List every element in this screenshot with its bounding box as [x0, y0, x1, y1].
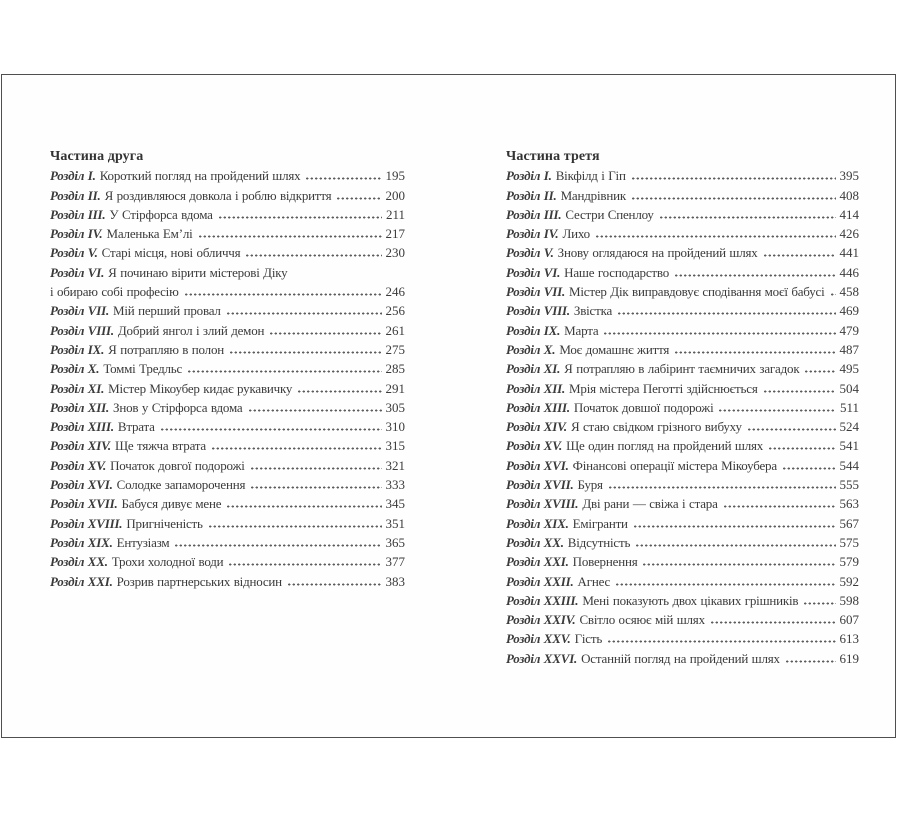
book-page: [1, 74, 896, 738]
chapter-title: У Стірфорса вдома: [109, 206, 213, 222]
chapter-title: Лихо: [562, 226, 590, 242]
chapter-label: Розділ XIX.: [506, 515, 569, 531]
chapter-label: Розділ XII.: [506, 380, 566, 396]
chapter-title: Марта: [564, 322, 599, 338]
chapter-label: Розділ VIII.: [506, 303, 570, 319]
chapter-label: Розділ IV.: [50, 226, 103, 242]
toc-entry: [50, 205, 405, 224]
chapter-label: Розділ I.: [50, 168, 96, 184]
page-number: 285: [385, 361, 405, 377]
page-number: 579: [839, 554, 859, 570]
page-number: 541: [839, 438, 859, 454]
dot-leader: [226, 311, 382, 315]
page-number: 230: [385, 245, 405, 261]
chapter-label: Розділ II.: [506, 187, 557, 203]
dot-leader: [608, 485, 836, 489]
page-number: 377: [385, 554, 405, 570]
page-number: 246: [385, 284, 405, 300]
dot-leader: [768, 446, 835, 450]
dot-leader: [674, 350, 835, 354]
toc-entry: [50, 475, 405, 494]
section-header: Частина друга: [50, 149, 144, 164]
chapter-label: Розділ XXII.: [506, 573, 574, 589]
toc-entry: [50, 456, 405, 475]
page-number: 211: [385, 206, 405, 222]
page-number: 305: [385, 399, 405, 415]
chapter-label: Розділ XXV.: [506, 631, 571, 647]
chapter-title: Ще тяжча втрата: [114, 438, 207, 454]
chapter-label: Розділ XV.: [50, 457, 107, 473]
page-number: 365: [385, 534, 405, 550]
toc-entry: [50, 417, 405, 436]
toc-entry: [506, 224, 859, 243]
page-number: 598: [839, 592, 859, 608]
chapter-label: Розділ IV.: [506, 226, 559, 242]
chapter-title: Наше господарство: [564, 264, 670, 280]
chapter-title: Вікфілд і Гіп: [555, 168, 626, 184]
dot-leader: [198, 234, 382, 238]
dot-leader: [287, 582, 382, 586]
toc-column: [506, 147, 859, 668]
toc-entry: [506, 321, 859, 340]
page-number: 575: [839, 534, 859, 550]
page-number: 345: [385, 496, 405, 512]
chapter-label: Розділ XII.: [50, 399, 110, 415]
dot-leader: [763, 253, 836, 257]
chapter-title: Я потрапляю в лабіринт таємничих загадок: [564, 361, 800, 377]
chapter-title: Я починаю вірити містерові Діку: [108, 264, 288, 280]
chapter-title: Знову оглядаюся на пройдений шлях: [557, 245, 758, 261]
toc-entry: [506, 649, 859, 668]
chapter-title: Мрія містера Пеготті здійснюється: [569, 380, 758, 396]
toc-entry: [506, 456, 859, 475]
page-number: 395: [839, 168, 859, 184]
toc-entry: [506, 282, 859, 301]
dot-leader: [615, 582, 835, 586]
chapter-title: Я роздивляюся довкола і роблю відкриття: [104, 187, 332, 203]
toc-entry: [506, 398, 859, 417]
chapter-title: Сестри Спенлоу: [565, 206, 654, 222]
chapter-title: Початок довшої подорожі: [573, 399, 714, 415]
dot-leader: [633, 524, 836, 528]
dot-leader: [803, 601, 835, 605]
chapter-title: Маленька Ем’лі: [106, 226, 193, 242]
page-number: 504: [839, 380, 859, 396]
page-number: 441: [839, 245, 859, 261]
dot-leader: [603, 331, 835, 335]
page-number: 217: [385, 226, 405, 242]
page-number: 310: [385, 419, 405, 435]
toc-entry: [50, 359, 405, 378]
chapter-label: Розділ XXI.: [50, 573, 113, 589]
toc-entry: [506, 610, 859, 629]
dot-leader: [804, 369, 835, 373]
page-number: 383: [385, 573, 405, 589]
dot-leader: [336, 196, 381, 200]
dot-leader: [747, 427, 836, 431]
chapter-label: Розділ X.: [50, 361, 100, 377]
chapter-label: Розділ IX.: [506, 322, 561, 338]
page-number: 351: [385, 515, 405, 531]
toc-entry: [506, 417, 859, 436]
toc-entry: [506, 591, 859, 610]
chapter-title: Пригніченість: [126, 515, 203, 531]
page-number: 275: [385, 341, 405, 357]
chapter-title: Повернення: [572, 554, 638, 570]
toc-entry: [50, 243, 405, 262]
chapter-label: Розділ XX.: [506, 534, 564, 550]
toc-entry-continuation: [50, 282, 405, 301]
dot-leader: [785, 659, 836, 663]
chapter-title: Містер Дік виправдовує сподівання моєї бабусі: [569, 284, 825, 300]
section-header: Частина третя: [506, 149, 600, 164]
chapter-title: Розрив партнерських відносин: [116, 573, 282, 589]
dot-leader: [184, 292, 382, 296]
toc-entry: [50, 533, 405, 552]
chapter-title: Звістка: [573, 303, 613, 319]
chapter-label: Розділ XXIV.: [506, 612, 576, 628]
chapter-title: Відсутність: [567, 534, 631, 550]
toc-entry: [506, 552, 859, 571]
toc-entry: [50, 494, 405, 513]
dot-leader: [631, 176, 836, 180]
chapter-title: Трохи холодної води: [111, 554, 224, 570]
toc-entry: [506, 533, 859, 552]
dot-leader: [635, 543, 835, 547]
page-number: 567: [839, 515, 859, 531]
dot-leader: [674, 273, 835, 277]
chapter-label: Розділ XVI.: [506, 457, 569, 473]
toc-entry: [506, 166, 859, 185]
dot-leader: [723, 504, 836, 508]
chapter-label: Розділ IX.: [50, 341, 105, 357]
toc-entry: [506, 186, 859, 205]
page-number: 619: [839, 650, 859, 666]
chapter-title: Я потрапляю в полон: [108, 341, 225, 357]
toc-entry: [50, 514, 405, 533]
page-number: 333: [385, 477, 405, 493]
chapter-label: Розділ XVII.: [506, 477, 574, 493]
dot-leader: [617, 311, 835, 315]
chapter-label: Розділ XI.: [50, 380, 105, 396]
page-number: 563: [839, 496, 859, 512]
chapter-label: Розділ V.: [50, 245, 98, 261]
toc-entry: [506, 475, 859, 494]
chapter-title: Старі місця, нові обличчя: [101, 245, 241, 261]
page-number: 261: [385, 322, 405, 338]
chapter-label: Розділ X.: [506, 341, 556, 357]
page-number: 613: [839, 631, 859, 647]
chapter-label: Розділ XVI.: [50, 477, 113, 493]
page-number: 511: [839, 399, 859, 415]
page-number: 291: [385, 380, 405, 396]
chapter-title: Солодке запаморочення: [116, 477, 246, 493]
toc-entry: [50, 340, 405, 359]
dot-leader: [250, 485, 381, 489]
chapter-title: Ще один погляд на пройдений шлях: [566, 438, 764, 454]
chapter-label: Розділ XV.: [506, 438, 563, 454]
dot-leader: [208, 524, 382, 528]
chapter-label: Розділ XVIII.: [50, 515, 123, 531]
chapter-title: Буря: [577, 477, 603, 493]
chapter-label: Розділ II.: [50, 187, 101, 203]
page-number: 479: [839, 322, 859, 338]
page-number: 446: [839, 264, 859, 280]
chapter-title: Бабуся дивує мене: [121, 496, 222, 512]
dot-leader: [218, 215, 382, 219]
dot-leader: [245, 253, 381, 257]
dot-leader: [211, 446, 381, 450]
chapter-label: Розділ VI.: [50, 264, 105, 280]
page-number: 487: [839, 341, 859, 357]
page-number: 408: [839, 187, 859, 203]
chapter-title: Томмі Тредльс: [103, 361, 183, 377]
dot-leader: [607, 639, 835, 643]
toc-entry: [506, 514, 859, 533]
chapter-label: Розділ III.: [50, 206, 106, 222]
chapter-label: Розділ I.: [506, 168, 552, 184]
dot-leader: [631, 196, 836, 200]
toc-entry: [506, 243, 859, 262]
toc-entry: [50, 321, 405, 340]
toc-entry: [506, 629, 859, 648]
page-number: 592: [839, 573, 859, 589]
toc-entry: [50, 186, 405, 205]
chapter-label: Розділ XIII.: [50, 419, 114, 435]
page-number: 414: [839, 206, 859, 222]
dot-leader: [718, 408, 835, 412]
toc-entry: [50, 436, 405, 455]
toc-entry: [506, 379, 859, 398]
chapter-title-line2: і обираю собі професію: [50, 284, 179, 300]
chapter-title: Мені показують двох цікавих грішників: [582, 592, 799, 608]
dot-leader: [763, 389, 836, 393]
dot-leader: [642, 562, 835, 566]
chapter-title: Короткий погляд на пройдений шлях: [99, 168, 301, 184]
chapter-label: Розділ VII.: [50, 303, 110, 319]
chapter-label: Розділ XIX.: [50, 534, 113, 550]
toc-entry: [506, 494, 859, 513]
chapter-label: Розділ XVIII.: [506, 496, 579, 512]
page-number: 315: [385, 438, 405, 454]
toc-entry: [50, 379, 405, 398]
page-number: 544: [839, 457, 859, 473]
chapter-title: Мій перший провал: [113, 303, 221, 319]
chapter-label: Розділ III.: [506, 206, 562, 222]
chapter-title: Добрий янгол і злий демон: [117, 322, 265, 338]
toc-entry: [506, 572, 859, 591]
chapter-title: Фінансові операції містера Мікоубера: [572, 457, 777, 473]
toc-entry: [50, 166, 405, 185]
toc-entry: [506, 436, 859, 455]
dot-leader: [305, 176, 381, 180]
dot-leader: [250, 466, 382, 470]
dot-leader: [710, 620, 836, 624]
chapter-label: Розділ XVII.: [50, 496, 118, 512]
chapter-label: Розділ XXI.: [506, 554, 569, 570]
dot-leader: [782, 466, 836, 470]
table-of-contents: [2, 75, 895, 668]
chapter-label: Розділ XXIII.: [506, 592, 579, 608]
chapter-title: Емігранти: [572, 515, 628, 531]
toc-entry: [50, 552, 405, 571]
chapter-label: Розділ VI.: [506, 264, 561, 280]
chapter-label: Розділ XIV.: [50, 438, 111, 454]
dot-leader: [595, 234, 836, 238]
chapter-label: Розділ XIV.: [506, 419, 567, 435]
toc-entry: [506, 263, 859, 282]
chapter-title: Останній погляд на пройдений шлях: [581, 650, 780, 666]
chapter-title: Містер Мікоубер кидає рукавичку: [108, 380, 293, 396]
chapter-title: Втрата: [117, 419, 155, 435]
page-number: 524: [839, 419, 859, 435]
chapter-label: Розділ VIII.: [50, 322, 114, 338]
chapter-title: Ентузіазм: [116, 534, 170, 550]
toc-entry: [506, 205, 859, 224]
toc-entry: [50, 398, 405, 417]
dot-leader: [248, 408, 382, 412]
chapter-title: Світло осяює мій шлях: [579, 612, 705, 628]
chapter-label: Розділ V.: [506, 245, 554, 261]
toc-entry: [506, 301, 859, 320]
toc-entry: [50, 572, 405, 591]
chapter-title: Мандрівник: [560, 187, 626, 203]
page-number: 495: [839, 361, 859, 377]
chapter-label: Розділ VII.: [506, 284, 566, 300]
dot-leader: [659, 215, 836, 219]
toc-entry: [50, 224, 405, 243]
page-number: 426: [839, 226, 859, 242]
toc-entry: [50, 263, 405, 282]
dot-leader: [269, 331, 381, 335]
page-number: 607: [839, 612, 859, 628]
page-number: 200: [385, 187, 405, 203]
dot-leader: [830, 292, 836, 296]
dot-leader: [160, 427, 382, 431]
chapter-title: Дві рани — свіжа і стара: [582, 496, 718, 512]
chapter-title: Початок довгої подорожі: [110, 457, 245, 473]
dot-leader: [297, 389, 381, 393]
page-number: 321: [385, 457, 405, 473]
toc-entry: [506, 359, 859, 378]
dot-leader: [229, 350, 381, 354]
chapter-label: Розділ XX.: [50, 554, 108, 570]
page-number: 256: [385, 303, 405, 319]
page-number: 469: [839, 303, 859, 319]
chapter-label: Розділ XXVI.: [506, 650, 578, 666]
page-number: 555: [839, 477, 859, 493]
dot-leader: [226, 504, 381, 508]
chapter-title: Гість: [574, 631, 603, 647]
dot-leader: [174, 543, 381, 547]
toc-column: [50, 147, 405, 668]
toc-entry: [506, 340, 859, 359]
chapter-label: Розділ XI.: [506, 361, 561, 377]
page-number: 458: [839, 284, 859, 300]
dot-leader: [187, 369, 381, 373]
page-number: 195: [385, 168, 405, 184]
chapter-title: Я стаю свідком грізного вибуху: [570, 419, 742, 435]
chapter-title: Агнес: [577, 573, 611, 589]
toc-entry: [50, 301, 405, 320]
chapter-title: Знов у Стірфорса вдома: [113, 399, 243, 415]
chapter-label: Розділ XIII.: [506, 399, 570, 415]
chapter-title: Моє домашнє життя: [559, 341, 670, 357]
dot-leader: [228, 562, 381, 566]
